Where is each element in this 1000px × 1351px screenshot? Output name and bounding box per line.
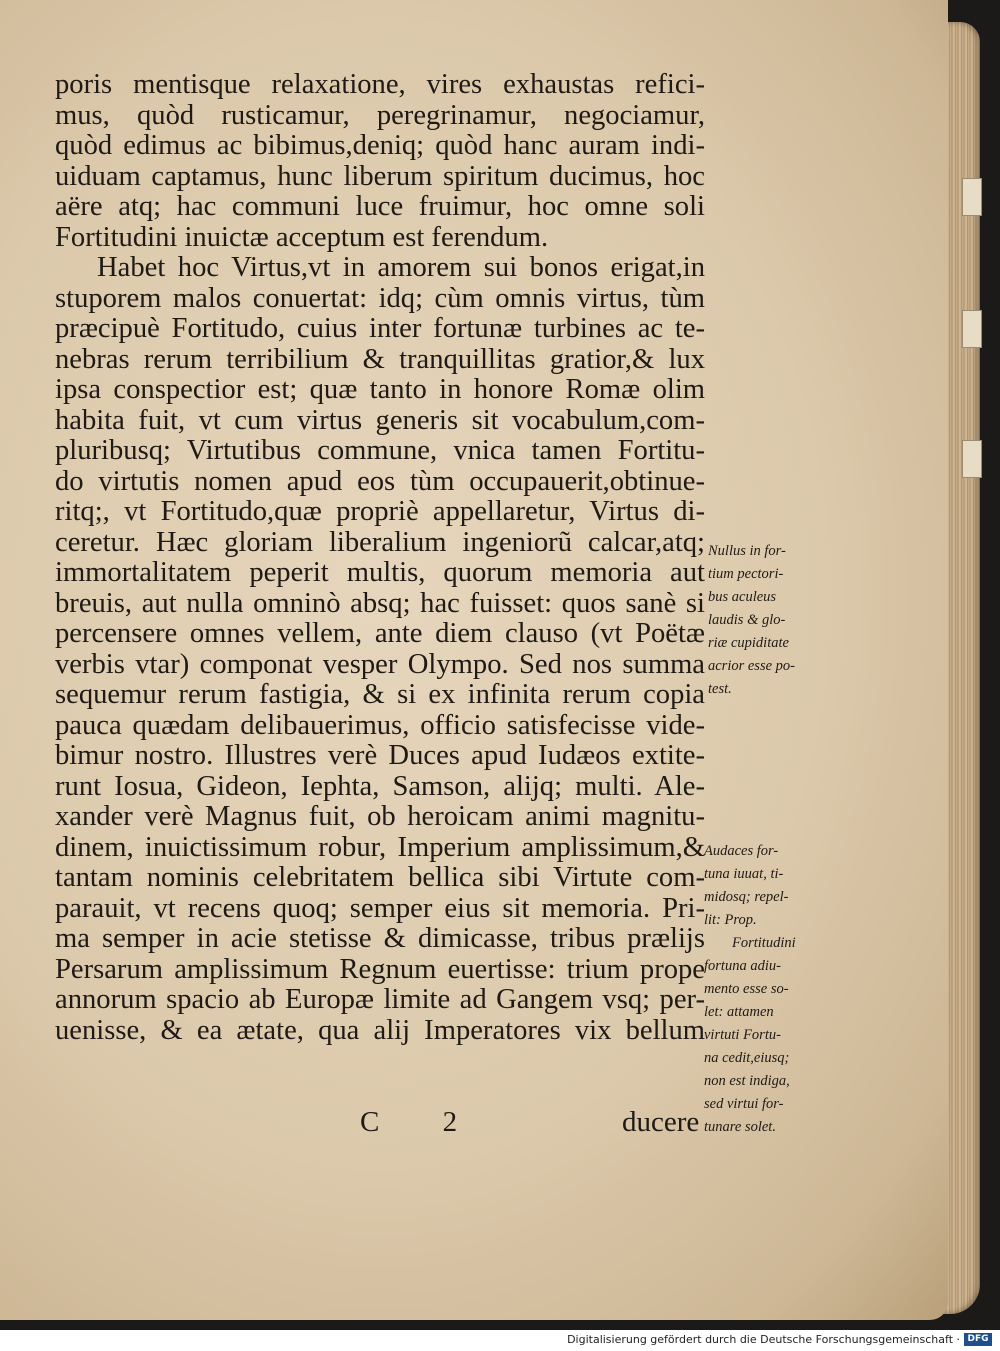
text-line: annorum spacio ab Europæ limite ad Gangem vsq; per- [55,984,705,1015]
marginal-note-line: midosq; repel- [704,889,789,905]
text-line: ipsa conspectior est; quæ tanto in honore Romæ olim [55,374,705,405]
text-line: uenisse, & ea ætate, qua alij Imperatores vix bellum [55,1014,705,1046]
catchword: ducere [622,1106,700,1138]
marginal-note-line: Fortitudini [732,935,796,951]
text-line: percensere omnes vellem, ante diem clauso (vt Poëtæ [55,618,705,649]
marginal-note-line: laudis & glo- [708,612,786,628]
signature-mark: C 2 [360,1106,486,1138]
text-line: bimur nostro. Illustres verè Duces apud Iudæos extite- [55,740,705,771]
dfg-logo: DFG [964,1333,992,1346]
main-text [55,70,705,1046]
marginal-note-line: na cedit,eiusq; [704,1050,790,1066]
page-tab [962,440,982,478]
marginal-note-line: test. [708,681,732,697]
marginal-note-line: Nullus in for- [708,543,786,559]
text-line: ritq;, vt Fortitudo,quæ propriè appellaretur, Virtus di- [55,496,705,527]
text-line: nebras rerum terribilium & tranquillitas gratior,& lux [55,343,705,375]
footer-bar [0,1330,1000,1351]
text-line: pluribusq; Virtutibus commune, vnica tamen Fortitu- [55,435,705,466]
text-line: habita fuit, vt cum virtus generis sit vocabulum,com- [55,404,705,436]
text-line: verbis vtar) componat vesper Olympo. Sed nos summa [55,648,705,680]
marginal-note-line: mento esse so- [704,981,789,997]
text-line: Persarum amplissimum Regnum euertisse: trium prope [55,953,705,985]
text-line: dinem, inuictissimum robur, Imperium amplissimum,& [55,831,705,863]
text-line: immortalitatem peperit multis, quorum memoria aut [55,557,705,588]
text-line: ma semper in acie stetisse & dimicasse, tribus prælijs [55,923,705,954]
funding-credit: Digitalisierung gefördert durch die Deutsche Forschungsgemeinschaft · [567,1333,960,1346]
text-line: do virtutis nomen apud eos tùm occupauerit,obtinue- [55,465,705,497]
marginal-note-line: lit: Prop. [704,912,757,928]
marginal-note-line: tuna iuuat, ti- [704,866,784,882]
text-line: stuporem malos conuertat: idq; cùm omnis virtus, tùm [55,282,705,314]
text-line: parauit, vt recens quoq; semper eius sit memoria. Pri- [55,892,705,924]
text-line: quòd edimus ac bibimus,deniq; quòd hanc auram indi- [55,130,705,161]
marginal-note-line: acrior esse po- [708,658,795,674]
text-line: breuis, aut nulla omninò absq; hac fuisset: quos sanè si [55,587,705,619]
marginal-note-line: let: attamen [704,1004,774,1020]
text-line: Fortitudini inuictæ acceptum est ferendum. [55,221,549,253]
marginal-note-line: tium pectori- [708,566,784,582]
marginal-note-line: non est indiga, [704,1073,790,1089]
marginal-note [708,540,820,701]
text-line: ceretur. Hæc gloriam liberalium ingeniorũ calcar,atq; [55,526,705,558]
page-tab [962,310,982,348]
text-line: runt Iosua, Gideon, Iephta, Samson, alijq; multi. Ale- [55,770,705,802]
marginal-note-line: sed virtui for- [704,1096,784,1112]
text-line: uiduam captamus, hunc liberum spiritum ducimus, hoc [55,160,705,192]
marginal-note-line: Audaces for- [704,843,779,859]
marginal-note-line: fortuna adiu- [704,958,781,974]
text-line: Habet hoc Virtus,vt in amorem sui bonos erigat,in [97,252,705,283]
text-line: xander verè Magnus fuit, ob heroicam animi magnitu- [55,801,705,832]
text-line: poris mentisque relaxatione, vires exhaustas refici- [55,69,705,100]
marginal-note-line: bus aculeus [708,589,777,605]
text-line: pauca quædam delibauerimus, officio satisfecisse vide- [55,709,705,741]
text-line: aëre atq; hac communi luce fruimur, hoc omne soli [55,191,705,222]
marginal-note-line: virtuti Fortu- [704,1027,781,1043]
page-tab [962,178,982,216]
marginal-note [704,840,816,1139]
marginal-note-line: riæ cupiditate [708,635,789,651]
marginal-note-line: tunare solet. [704,1119,776,1135]
text-line: tantam nominis celebritatem bellica sibi Virtute com- [55,862,705,893]
text-line: præcipuè Fortitudo, cuius inter fortunæ turbines ac te- [55,313,705,344]
text-line: sequemur rerum fastigia, & si ex infinita rerum copia [55,679,705,710]
text-line: mus, quòd rusticamur, peregrinamur, negociamur, [55,99,705,131]
